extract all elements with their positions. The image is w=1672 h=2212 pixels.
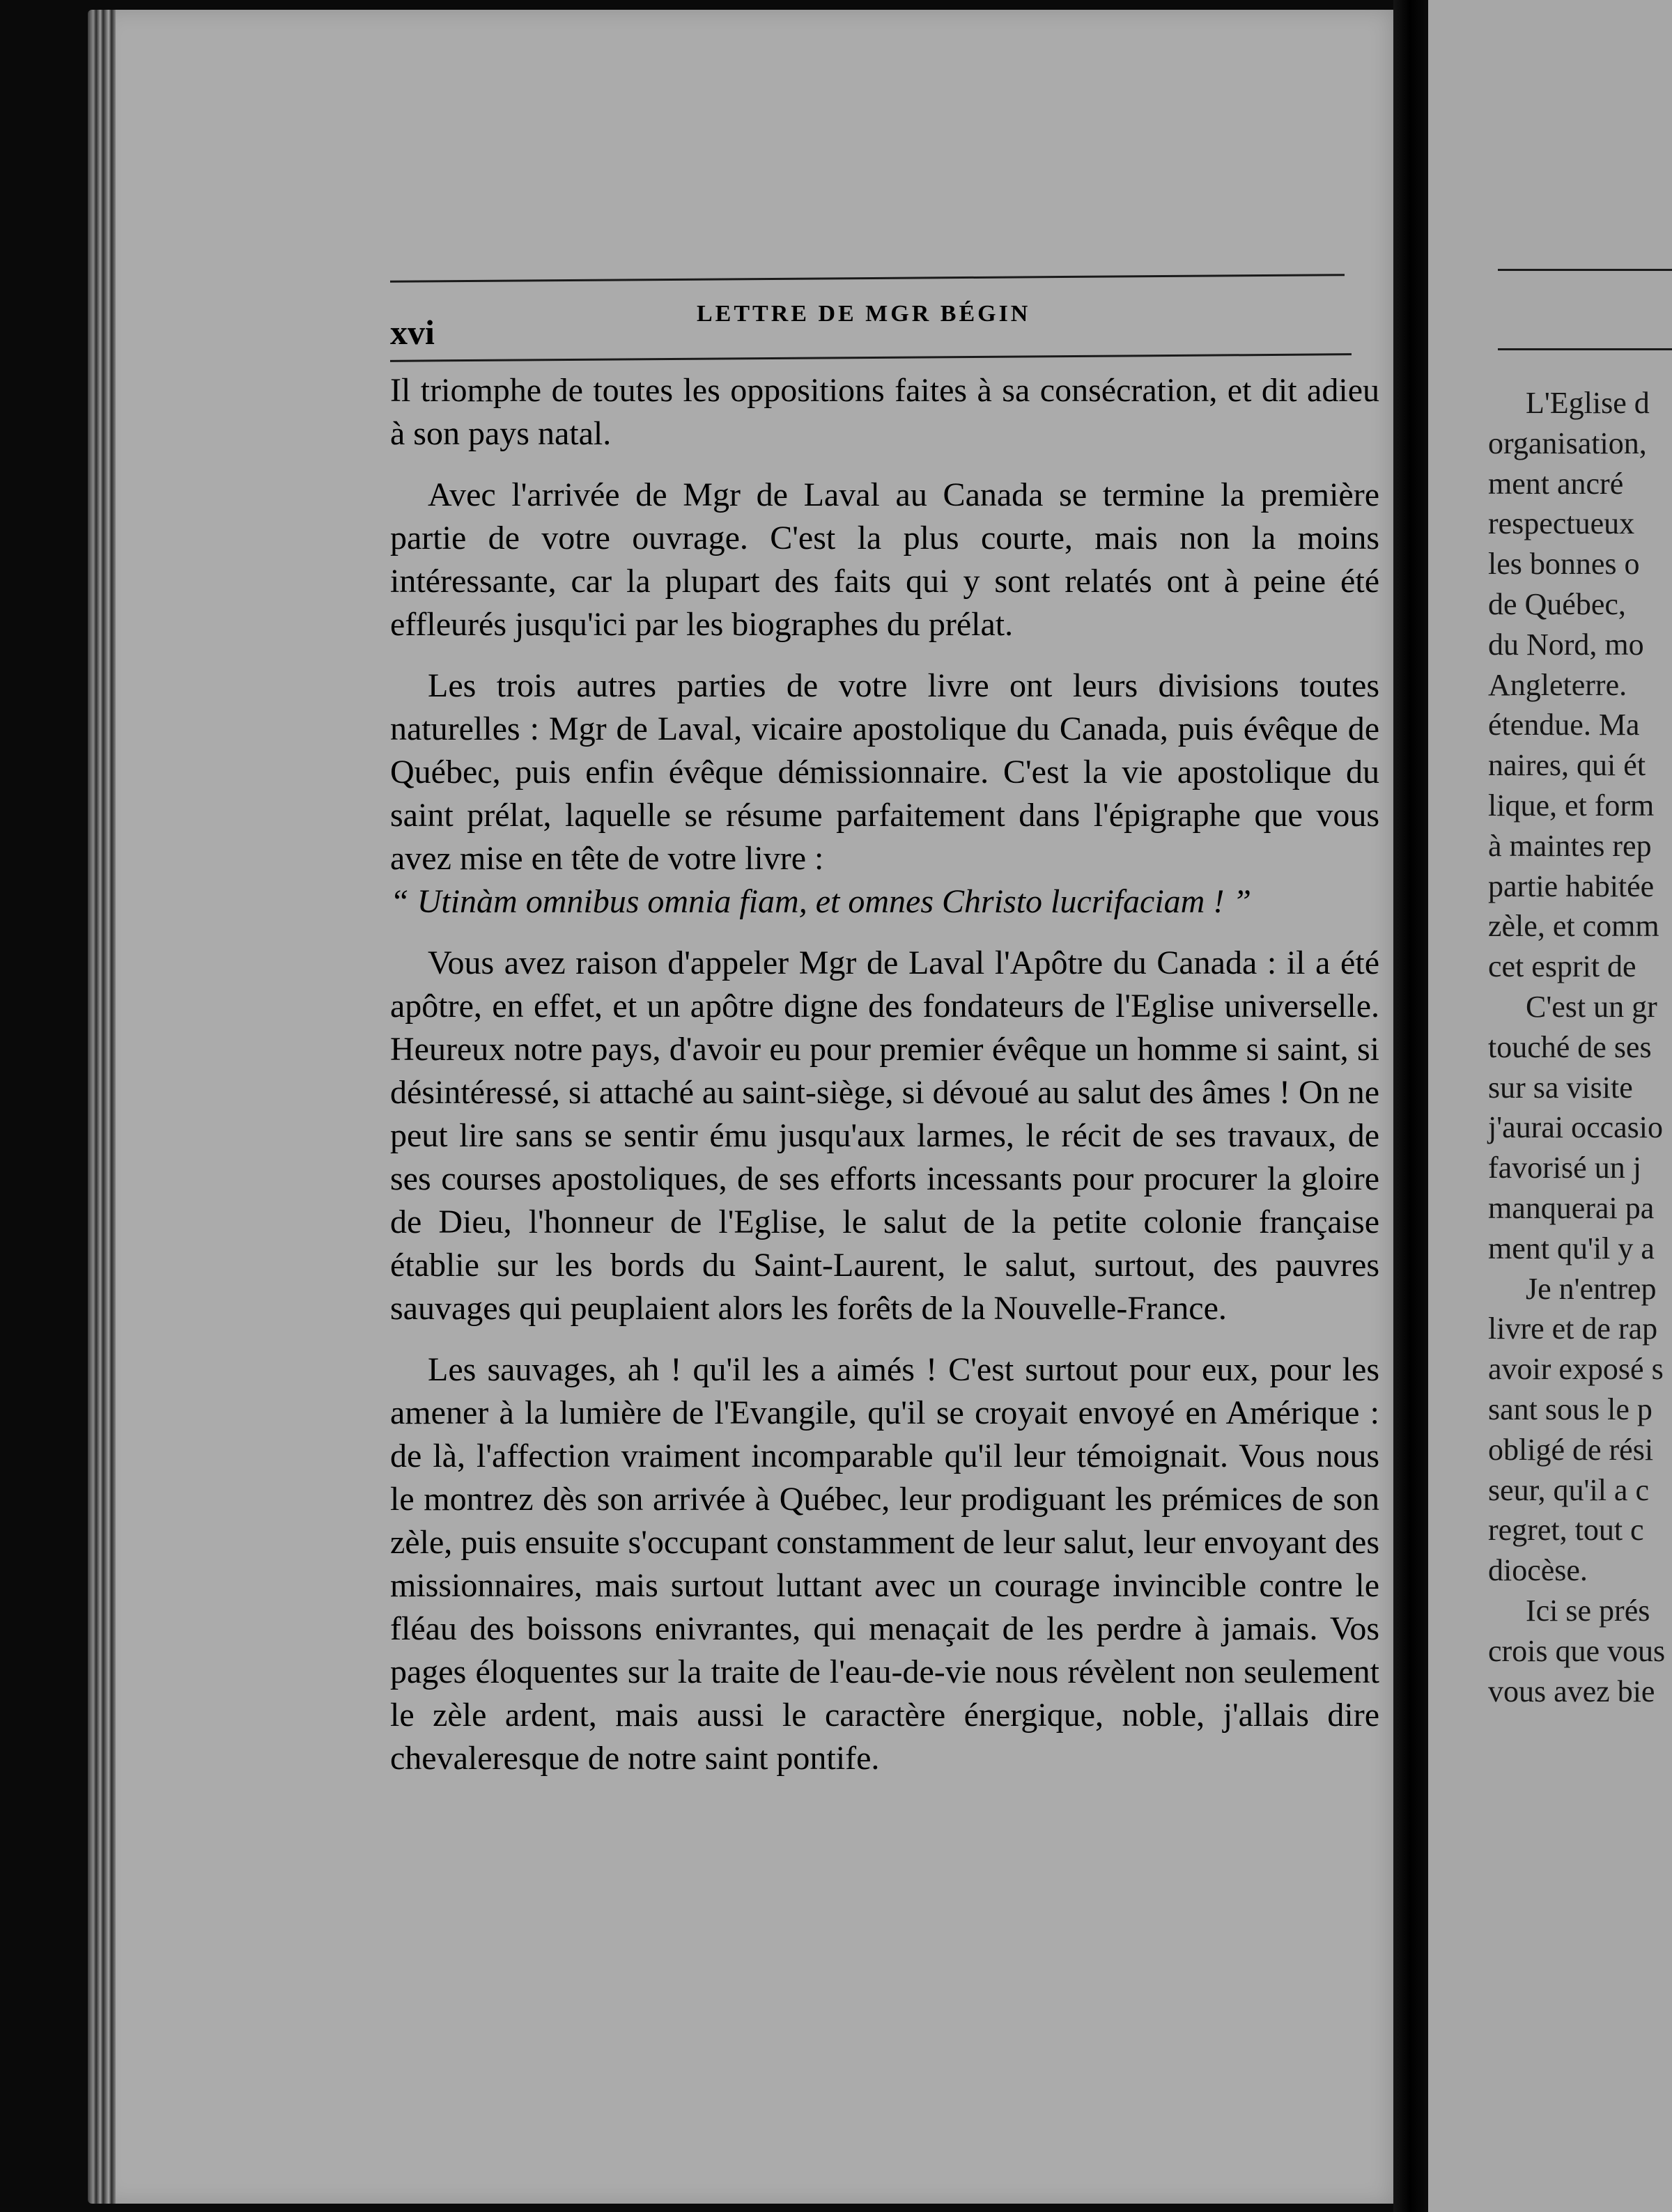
text-line: sant sous le p — [1488, 1392, 1652, 1426]
text-line: ment qu'il y a — [1488, 1231, 1655, 1265]
text-line: lique, et form — [1488, 788, 1655, 823]
text-line: sur sa visite — [1488, 1070, 1633, 1105]
paragraph: Les sauvages, ah ! qu'il les a aimés ! C'est surtout pour eux, pour les amener à la lumière de l'Evangile, qu'il se croyait envoyé en Amérique : de là, l'affection vraiment incomparable qu'il leur témoignait. Vous nous le montrez dès son arrivée à Québec, leur prodiguant les prémices de son zèle, puis ensuite s'occupant constamment de leur salut, leur envoyant des missionnaires, mais surtout luttant avec un courage invincible contre le fléau des boissons enivrantes, qui menaçait de les perdre à jamais. Vos pages éloquentes sur la traite de l'eau-de-vie nous révèlent non seulement le zèle ardent, mais aussi le caractère énergique, noble, j'allais dire chevaleresque de notre saint pontife. — [390, 1351, 1379, 1777]
text-line: avoir exposé s — [1488, 1352, 1664, 1387]
text-line: étendue. Ma — [1488, 708, 1640, 742]
right-page-text — [1488, 383, 1672, 1711]
page-number: xvi — [390, 313, 435, 352]
text-line: crois que vous — [1488, 1633, 1666, 1668]
text-line: organisation, — [1488, 426, 1647, 460]
text-line: de Québec, — [1488, 586, 1626, 621]
body-text — [390, 369, 1379, 1798]
text-line: Je n'entrep — [1526, 1271, 1657, 1306]
text-line: à maintes rep — [1488, 828, 1652, 863]
text-line: naires, qui ét — [1488, 748, 1646, 783]
text-line: du Nord, mo — [1488, 627, 1644, 662]
right-header-bottom-rule — [1498, 348, 1672, 350]
text-line: ment ancré — [1488, 466, 1624, 501]
right-header-top-rule — [1498, 269, 1672, 271]
paragraph: Avec l'arrivée de Mgr de Laval au Canada se termine la première partie de votre ouvrage. C'est la plus courte, mais non la moins intéressante, car la plupart des faits qui y sont relatés ont à peine été effleurés jusqu'ici par les biographes du prélat. — [390, 476, 1379, 643]
paragraph: Il triomphe de toutes les oppositions faites à sa consécration, et dit adieu à son pays natal. — [390, 372, 1379, 452]
running-head: LETTRE DE MGR BÉGIN — [697, 301, 1031, 327]
text-line: Ici se prés — [1526, 1593, 1650, 1628]
text-line: les bonnes o — [1488, 547, 1640, 582]
epigraph: “ Utinàm omnibus omnia fiam, et omnes Christo lucrifaciam ! ” — [390, 883, 1252, 920]
text-line: j'aurai occasio — [1488, 1110, 1664, 1145]
right-page — [1428, 0, 1672, 2212]
text-line: vous avez bie — [1488, 1674, 1655, 1708]
paragraph: Vous avez raison d'appeler Mgr de Laval l'Apôtre du Canada : il a été apôtre, en effet, et un apôtre digne des fondateurs de l'Eglise universelle. Heureux notre pays, d'avoir eu pour premier évêque un homme si saint, si désintéressé, si attaché au saint-siège, si dévoué au salut des âmes ! On ne peut lire sans se sentir ému jusqu'aux larmes, le récit de ses travaux, de ses courses apostoliques, de ses efforts incessants pour procurer la gloire de Dieu, l'honneur de l'Eglise, le salut de la petite colonie française établie sur les bords du Saint-Laurent, le salut, surtout, des pauvres sauvages qui peuplaient alors les forêts de la Nouvelle-France. — [390, 944, 1379, 1327]
text-line: touché de ses — [1488, 1029, 1652, 1064]
text-line: favorisé un j — [1488, 1151, 1641, 1185]
text-line: obligé de rési — [1488, 1432, 1654, 1467]
text-line: C'est un gr — [1526, 989, 1657, 1024]
text-line: seur, qu'il a c — [1488, 1472, 1649, 1507]
text-line: diocèse. — [1488, 1553, 1588, 1588]
text-line: livre et de rap — [1488, 1311, 1658, 1346]
paragraph: Les trois autres parties de votre livre ont leurs divisions toutes naturelles : Mgr de Laval, vicaire apostolique du Canada, puis évêque de Québec, puis enfin évêque démissionnaire. C'est la vie apostolique du saint prélat, laquelle se résume parfaitement dans l'épigraphe que vous avez mise en tête de votre livre : — [390, 667, 1379, 877]
text-line: cet esprit de — [1488, 949, 1636, 984]
text-line: zèle, et comm — [1488, 909, 1659, 944]
text-line: Angleterre. — [1488, 667, 1627, 702]
text-line: L'Eglise d — [1526, 386, 1650, 420]
text-line: partie habitée — [1488, 869, 1655, 903]
text-line: manquerai pa — [1488, 1190, 1655, 1225]
text-line: regret, tout c — [1488, 1513, 1644, 1548]
text-line: respectueux — [1488, 506, 1635, 541]
